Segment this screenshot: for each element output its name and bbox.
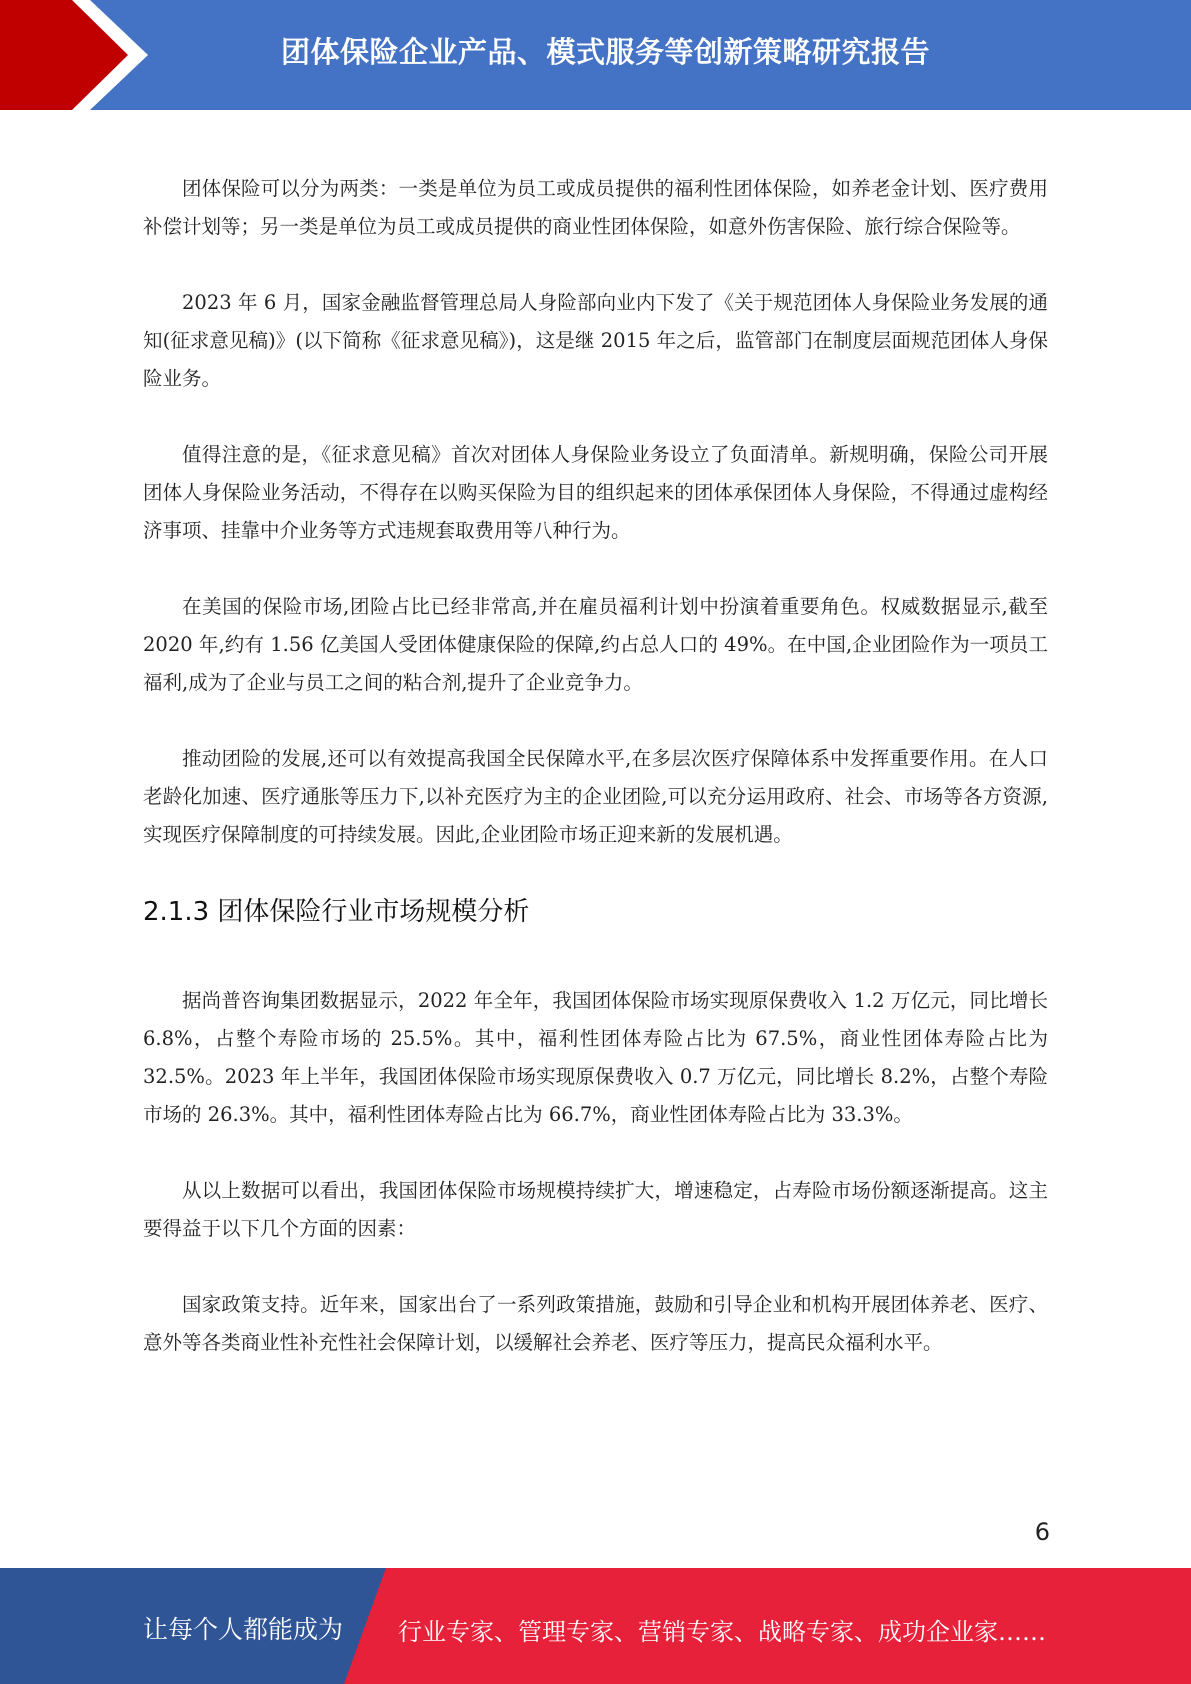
report-title: 团体保险企业产品、模式服务等创新策略研究报告 xyxy=(280,34,930,69)
footer-slogan-right: 行业专家、管理专家、营销专家、战略专家、成功企业家…… xyxy=(398,1618,1046,1646)
paragraph: 值得注意的是，《征求意见稿》首次对团体人身保险业务设立了负面清单。新规明确，保险公司开展团体人身保险业务活动，不得存在以购买保险为目的组织起来的团体承保团体人身保险，不得通过虚构经济事项、挂靠中介业务等方式违规套取费用等八种行为。 xyxy=(143,443,1048,542)
paragraph: 2023 年 6 月，国家金融监督管理总局人身险部向业内下发了《关于规范团体人身保险业务发展的通知(征求意见稿)》(以下简称《征求意见稿》)，这是继 2015 年之后，监管部门在制度层面规范团体人身保险业务。 xyxy=(143,291,1048,390)
paragraph: 团体保险可以分为两类：一类是单位为员工或成员提供的福利性团体保险，如养老金计划、医疗费用补偿计划等；另一类是单位为员工或成员提供的商业性团体保险，如意外伤害保险、旅行综合保险等。 xyxy=(143,177,1048,238)
footer-slogan-left: 让每个人都能成为 xyxy=(143,1615,344,1644)
section-heading: 2.1.3 团体保险行业市场规模分析 xyxy=(143,897,530,927)
paragraph: 推动团险的发展,还可以有效提高我国全民保障水平,在多层次医疗保障体系中发挥重要作用。在人口老龄化加速、医疗通胀等压力下,以补充医疗为主的企业团险,可以充分运用政府、社会、市场等各方资源,实现医疗保障制度的可持续发展。因此,企业团险市场正迎来新的发展机遇。 xyxy=(143,747,1048,846)
paragraph: 据尚普咨询集团数据显示，2022 年全年，我国团体保险市场实现原保费收入 1.2 万亿元，同比增长 6.8%，占整个寿险市场的 25.5%。其中，福利性团体寿险占比为 67.5%，商业性团体寿险占比为 32.5%。2023 年上半年，我国团体保险市场实现原保费收入 0.7 万亿元，同比增长 8.2%，占整个寿险市场的 26.3%。其中，福利性团体寿险占比为 66.7%，商业性团体寿险占比为 33.3%。 xyxy=(143,989,1048,1126)
page-number: 6 xyxy=(1034,1518,1050,1546)
paragraph: 国家政策支持。近年来，国家出台了一系列政策措施，鼓励和引导企业和机构开展团体养老、医疗、意外等各类商业性补充性社会保障计划，以缓解社会养老、医疗等压力，提高民众福利水平。 xyxy=(143,1293,1048,1354)
paragraph: 从以上数据可以看出，我国团体保险市场规模持续扩大，增速稳定，占寿险市场份额逐渐提高。这主要得益于以下几个方面的因素： xyxy=(143,1179,1048,1240)
page-content xyxy=(143,170,1048,1400)
paragraph: 在美国的保险市场,团险占比已经非常高,并在雇员福利计划中扮演着重要角色。权威数据显示,截至 2020 年,约有 1.56 亿美国人受团体健康保险的保障,约占总人口的 49%。在中国,企业团险作为一项员工福利,成为了企业与员工之间的粘合剂,提升了企业竞争力。 xyxy=(143,595,1048,694)
